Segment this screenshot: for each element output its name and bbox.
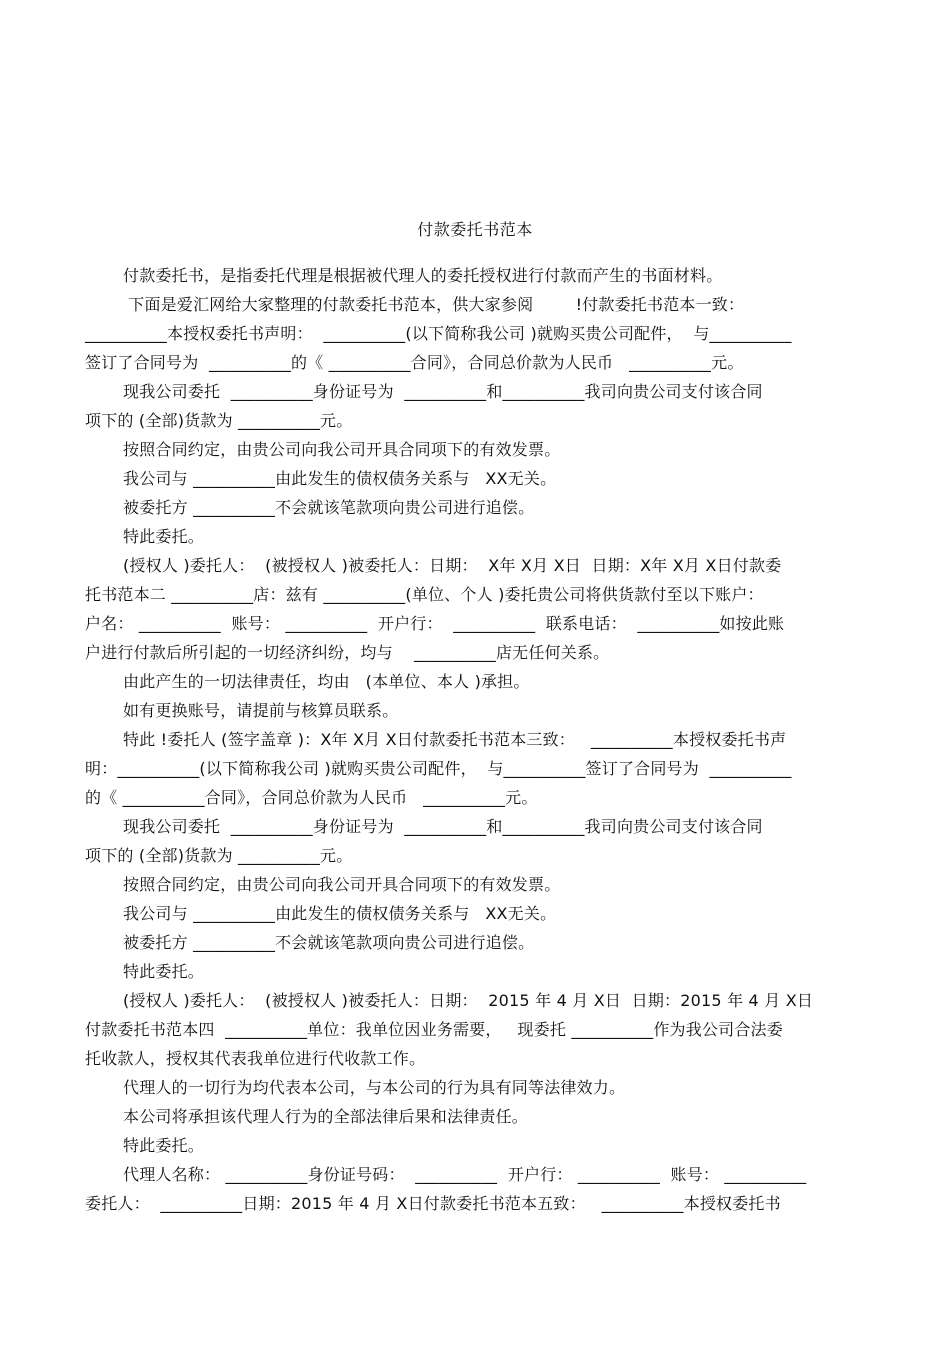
body-line: 委托人： __________日期：2015 年 4 月 X日付款委托书范本五致： __________本授权委托书 [85, 1194, 781, 1213]
body-line: 户名： __________ 账号： __________ 开户行： __________ 联系电话： __________如按此账 [85, 614, 785, 633]
body-line: 我公司与 __________由此发生的债权债务关系与 XX无关。 [123, 469, 557, 488]
body-line: 项下的 (全部)货款为 __________元。 [85, 846, 353, 865]
document-title: 付款委托书范本 [417, 220, 533, 239]
body-line: 特此委托。 [123, 962, 205, 981]
body-line: 被委托方 __________不会就该笔款项向贵公司进行追偿。 [123, 933, 535, 952]
body-line: 按照合同约定，由贵公司向我公司开具合同项下的有效发票。 [123, 440, 561, 459]
body-line: 我公司与 __________由此发生的债权债务关系与 XX无关。 [123, 904, 557, 923]
body-line: (授权人 )委托人： (被授权人 )被委托人：日期： X年 X月 X日 日期：X年 X月 X日付款委 [123, 556, 782, 575]
body-line: 被委托方 __________不会就该笔款项向贵公司进行追偿。 [123, 498, 535, 517]
body-line: 户进行付款后所引起的一切经济纠纷，均与 __________店无任何关系。 [85, 643, 610, 662]
body-line: 特此 !委托人 (签字盖章 )：X年 X月 X日付款委托书范本三致： __________本授权委托书声 [123, 730, 787, 749]
body-line: 按照合同约定，由贵公司向我公司开具合同项下的有效发票。 [123, 875, 561, 894]
body-line: 本公司将承担该代理人行为的全部法律后果和法律责任。 [123, 1107, 529, 1126]
body-line: 现我公司委托 __________身份证号为 __________和__________我司向贵公司支付该合同 [123, 382, 763, 401]
body-line: 托收款人，授权其代表我单位进行代收款工作。 [85, 1049, 426, 1068]
body-line: 特此委托。 [123, 1136, 205, 1155]
body-line: 付款委托书范本四 __________单位：我单位因业务需要， 现委托 __________作为我公司合法委 [85, 1020, 783, 1039]
body-line: (授权人 )委托人： (被授权人 )被委托人：日期： 2015 年 4 月 X日 日期：2015 年 4 月 X日 [123, 991, 814, 1010]
body-line: 代理人的一切行为均代表本公司，与本公司的行为具有同等法律效力。 [123, 1078, 626, 1097]
body-line: 现我公司委托 __________身份证号为 __________和__________我司向贵公司支付该合同 [123, 817, 763, 836]
body-line: 代理人名称： __________身份证号码： __________ 开户行： __________ 账号： __________ [123, 1165, 807, 1184]
body-line: 项下的 (全部)货款为 __________元。 [85, 411, 353, 430]
body-line: 如有更换账号，请提前与核算员联系。 [123, 701, 399, 720]
body-line: 付款委托书，是指委托代理是根据被代理人的委托授权进行付款而产生的书面材料。 [123, 266, 723, 285]
body-line: 的《 __________合同》，合同总价款为人民币 __________元。 [85, 788, 538, 807]
body-line: 明：__________(以下简称我公司 )就购买贵公司配件， 与__________签订了合同号为 __________ [85, 759, 792, 778]
body-line: __________本授权委托书声明： __________(以下简称我公司 )就购买贵公司配件， 与__________ [85, 324, 792, 343]
body-line: 签订了合同号为 __________的《 __________合同》，合同总价款为人民币 __________元。 [85, 353, 744, 372]
body-line: 特此委托。 [123, 527, 205, 546]
body-line: 由此产生的一切法律责任，均由 (本单位、本人 )承担。 [123, 672, 530, 691]
body-line: 下面是爱汇网给大家整理的付款委托书范本，供大家参阅 !付款委托书范本一致： [123, 295, 745, 314]
body-line: 托书范本二 __________店：兹有 __________(单位、个人 )委托贵公司将供货款付至以下账户： [85, 585, 764, 604]
